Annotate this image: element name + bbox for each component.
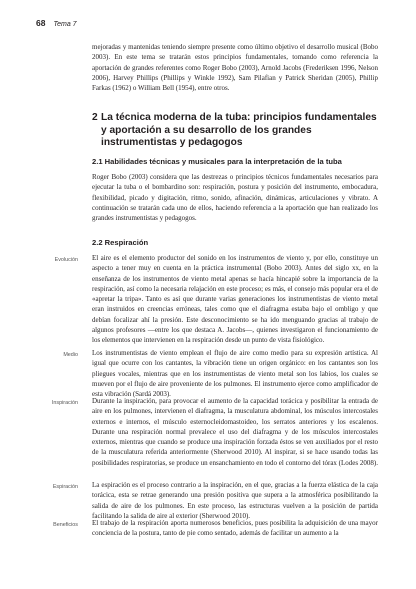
subsection-heading-2-1: 2.1 Habilidades técnicas y musicales para la interpretación de la tuba [92, 157, 342, 166]
running-title: Tema 7 [53, 21, 77, 28]
page-header [36, 18, 77, 28]
margin-note-espiracion: Espiración [52, 484, 78, 490]
section-title: La técnica moderna de la tuba: principios fundamentales y aportación a su desarrollo de los grandes instrumentistas y pedagogos [101, 112, 377, 149]
medio-paragraph: Los instrumentistas de viento emplean el flujo de aire como medio para su expresión artística. Al igual que ocurre con los cantantes, la vibración tiene un origen orgánico: en los cantantes son los pliegues vocales, mientras que en los instrumentistas de viento metal son los labios, los cuales se mueven por el flujo de aire proveniente de los pulmones. El instrumento ejerce como amplificador de esta vibración (Sardá 2003). [92, 349, 378, 399]
subsection-heading-2-2: 2.2 Respiración [92, 238, 149, 247]
evolucion-paragraph: El aire es el elemento productor del sonido en los instrumentos de viento y, por ello, constituye un aspecto a tener muy en cuenta en la práctica instrumental (Bobo 2003). Antes del siglo xx, en la enseñanza de los instrumentos de viento metal apenas se hacía hincapié sobre la importancia de la respiración, así como la necesaria relajación en este proceso; es más, el consejo más popular era el de «apretar la tripa». Tanto es así que durante varias generaciones los instrumentistas de viento metal eran instruidos en creencias erróneas, tales como que el diafragma estaba bajo el ombligo y que debían focalizar ahí la presión. Este desconocimiento se ha ido menguando gracias al trabajo de algunos profesores —entre los que destaca A. Jacobs—, quienes investigaron el funcionamiento de los elementos que intervienen en la respiración desde un punto de vista fisiológico. [92, 254, 378, 345]
margin-note-medio: Medio [63, 352, 78, 358]
sec21-paragraph: Roger Bobo (2003) considera que las destrezas o principios técnicos fundamentales necesarios para ejecutar la tuba o el bombardino son: respiración, postura y posición del instrumento, embocadura, flexibilidad, picado y digitación, ritmo, sonido, afinación, dinámicas, articulaciones y vibrato. A continuación se tratarán cada uno de ellos, haciendo referencia a la aportación que han realizado los grandes instrumentistas y pedagogos. [92, 173, 378, 223]
page-number: 68 [36, 18, 46, 28]
intro-paragraph: mejoradas y mantenidas teniendo siempre presente como último objetivo el desarrollo musical (Bobo 2003). En este tema se tratarán estos principios fundamentales, tomando como referencia la aportación de grandes referentes como Roger Bobo (2003), Arnold Jacobs (Frederiksen 1996, Nelson 2006), Harvey Phillips (Phillips y Winkle 1992), Sam Pilafian y Patrick Sheridan (2005), Phillip Farkas (1962) o William Bell (1954), entre otros. [92, 43, 378, 93]
espiracion-paragraph: La espiración es el proceso contrario a la inspiración, en el que, gracias a la fuerza elástica de la caja torácica, esta se retrae generando una presión positiva que supera a la atmosférica posibilitando la salida de aire de los pulmones. En este proceso, las estructuras vuelven a la posición de partida facilitando la salida de aire al exterior (Sherwood 2010). [92, 481, 378, 520]
inspiracion-paragraph: Durante la inspiración, para provocar el aumento de la capacidad torácica y posibilitar la entrada de aire en los pulmones, intervienen el diafragma, la musculatura abdominal, los músculos intercostales externos e internos, el músculo esternocleidomastoideo, los serratos anteriores y los escalenos. Durante una respiración normal prevalece el uso del diafragma y de los músculos intercostales externos, mientras que cuando se produce una inspiración forzada éstos se ven auxiliados por el resto de la musculatura referida anteriormente (Sherwood 2010). Al inspirar, si se hace usando todas las posibilidades respiratorias, se produce un ensanchamiento en todo el contorno del tórax (Lodes 2008). [92, 397, 378, 467]
margin-note-inspiracion: Inspiración [51, 400, 78, 406]
section-number: 2 [92, 112, 98, 123]
beneficios-paragraph: El trabajo de la respiración aporta numerosos beneficios, pues posibilita la adquisición de una mayor conciencia de la postura, tanto de pie como sentado, además de facilitar un aumento a la [92, 519, 378, 538]
section-heading-2 [92, 112, 382, 150]
margin-note-beneficios: Beneficios [53, 522, 78, 528]
margin-note-evolucion: Evolución [54, 257, 78, 263]
